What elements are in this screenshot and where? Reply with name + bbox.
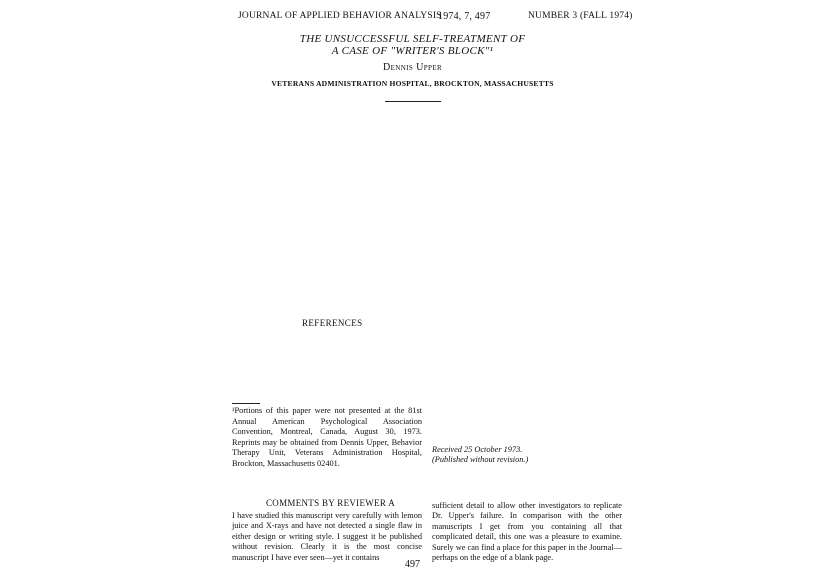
author-name: Dennis Upper	[382, 62, 443, 73]
received-date: Received 25 October 1973.	[432, 445, 523, 454]
reviewer-comments-right-column: sufficient detail to allow other investigators to replicate Dr. Upper's failure. In comparison with the other manuscripts I get from you containing all that complicated detail, this one was a pleasure to examine. Surely we can find a place for this paper in the Journal—perhaps on the edge of a blank page.	[432, 501, 622, 563]
reviewer-comments-heading: COMMENTS BY REVIEWER A	[266, 498, 396, 508]
journal-name: JOURNAL OF APPLIED BEHAVIOR ANALYSIS	[238, 11, 442, 21]
reviewer-comments-left-column: I have studied this manuscript very carefully with lemon juice and X-rays and have not detected a single flaw in either design or writing style. I suggest it be published without revision. Clearly it is the most concise manuscript I have ever seen—yet it contains	[232, 511, 422, 562]
issue-info: NUMBER 3 (FALL 1974)	[528, 11, 633, 21]
author-affiliation: VETERANS ADMINISTRATION HOSPITAL, BROCKTON, MASSACHUSETTS	[271, 79, 554, 88]
volume-info: 1974, 7, 497	[438, 11, 491, 22]
page-number: 497	[405, 559, 420, 570]
references-heading: REFERENCES	[302, 318, 363, 328]
footnote-divider	[232, 403, 260, 404]
title-divider	[385, 101, 441, 102]
publication-note: (Published without revision.)	[432, 455, 529, 464]
article-title-line1: THE UNSUCCESSFUL SELF-TREATMENT OF	[299, 33, 526, 45]
article-title-line2: A CASE OF "WRITER'S BLOCK"¹	[331, 45, 494, 57]
footnote: ¹Portions of this paper were not presented at the 81st Annual American Psychological Association Convention, Montreal, Canada, August 30, 1973. Reprints may be obtained from Dennis Upper, Behavior Therapy Unit, Veterans Administration Hospital, Brockton, Massachusetts 02401.	[232, 406, 422, 468]
